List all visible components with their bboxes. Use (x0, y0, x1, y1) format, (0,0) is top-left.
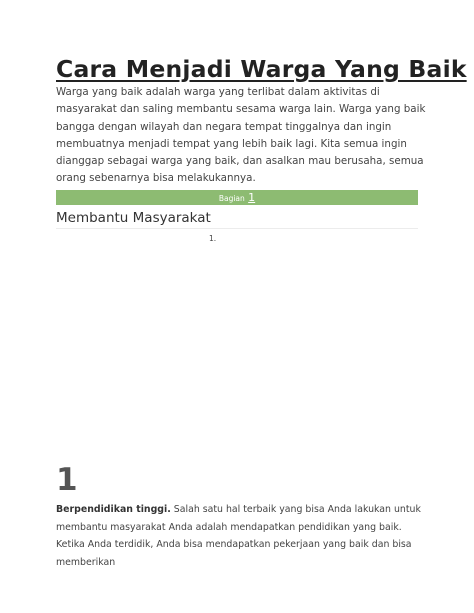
section-heading: Membantu Masyarakat (56, 210, 211, 226)
section-divider (56, 228, 418, 229)
intro-paragraph: Warga yang baik adalah warga yang terlibat dalam aktivitas di masyarakat dan saling membantu sesama warga lain. Warga yang baik bangga dengan wilayah dan negara tempat tinggalnya dan ingin membuatnya menjadi tempat yang lebih baik lagi. Kita semua ingin dianggap sebagai warga yang baik, dan asalkan mau berusaha, semua orang sebenarnya bisa melakukannya. (56, 86, 426, 185)
step-lead: Berpendidikan tinggi. (56, 504, 171, 515)
step-body: Salah satu hal terbaik yang bisa Anda lakukan untuk membantu masyarakat Anda adalah mendapatkan pendidikan yang baik. Ketika Anda terdidik, Anda bisa mendapatkan pekerjaan yang baik dan bisa memberikan (56, 504, 421, 568)
step-paragraph (56, 501, 426, 571)
section-banner-number: 1 (248, 191, 256, 204)
section-banner (56, 190, 418, 205)
list-marker: 1. (209, 234, 217, 243)
step-number: 1 (56, 462, 78, 498)
article-title: Cara Menjadi Warga Yang Baik (56, 55, 467, 83)
section-banner-label: Bagian (218, 194, 245, 203)
